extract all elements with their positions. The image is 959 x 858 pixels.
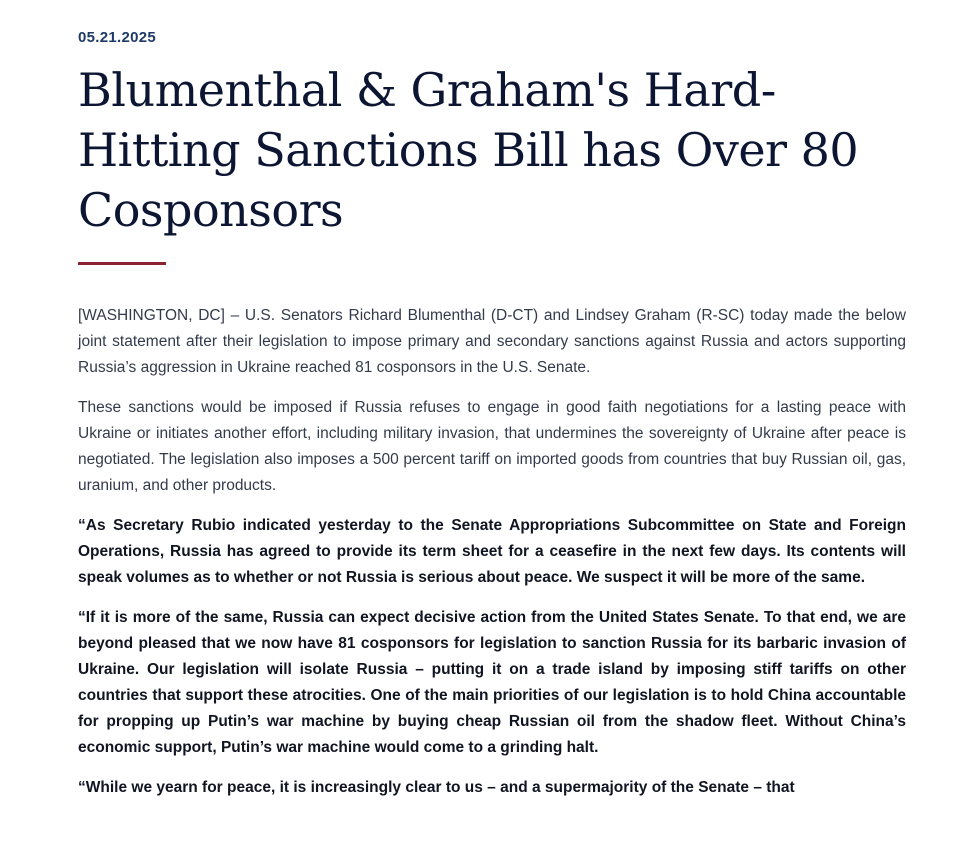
quote-paragraph: “If it is more of the same, Russia can expect decisive action from the United States Senate. To that end, we are beyond pleased that we now have 81 cosponsors for legislation to sanction Russia for its barbaric invasion of Ukraine. Our legislation will isolate Russia – putting it on a trade island by imposing stiff tariffs on other countries that support these atrocities. One of the main priorities of our legislation is to hold China accountable for propping up Putin’s war machine by buying cheap Russian oil from the shadow fleet. Without China’s economic support, Putin’s war machine would come to a grinding halt. [78,609,906,756]
sanctions-paragraph: These sanctions would be imposed if Russia refuses to engage in good faith negotiations for a lasting peace with Ukraine or initiates another effort, including military invasion, that undermines the sovereignty of Ukraine after peace is negotiated. The legislation also imposes a 500 percent tariff on imported goods from countries that buy Russian oil, gas, uranium, and other products. [78,399,906,494]
title-divider [78,262,166,265]
quote-paragraph: “As Secretary Rubio indicated yesterday to the Senate Appropriations Subcommittee on State and Foreign Operations, Russia has agreed to provide its term sheet for a ceasefire in the next few days. Its contents will speak volumes as to whether or not Russia is serious about peace. We suspect it will be more of the same. [78,517,906,586]
article-body [78,303,908,801]
quote-paragraph: “While we yearn for peace, it is increasingly clear to us – and a supermajority of the Senate – that [78,779,795,796]
intro-paragraph: [WASHINGTON, DC] – U.S. Senators Richard Blumenthal (D-CT) and Lindsey Graham (R-SC) today made the below joint statement after their legislation to impose primary and secondary sanctions against Russia and actors supporting Russia’s aggression in Ukraine reached 81 cosponsors in the U.S. Senate. [78,307,906,376]
page-title: Blumenthal & Graham's Hard-Hitting Sanctions Bill has Over 80 Cosponsors [78,63,859,237]
release-date: 05.21.2025 [78,29,157,46]
press-release [78,28,908,815]
